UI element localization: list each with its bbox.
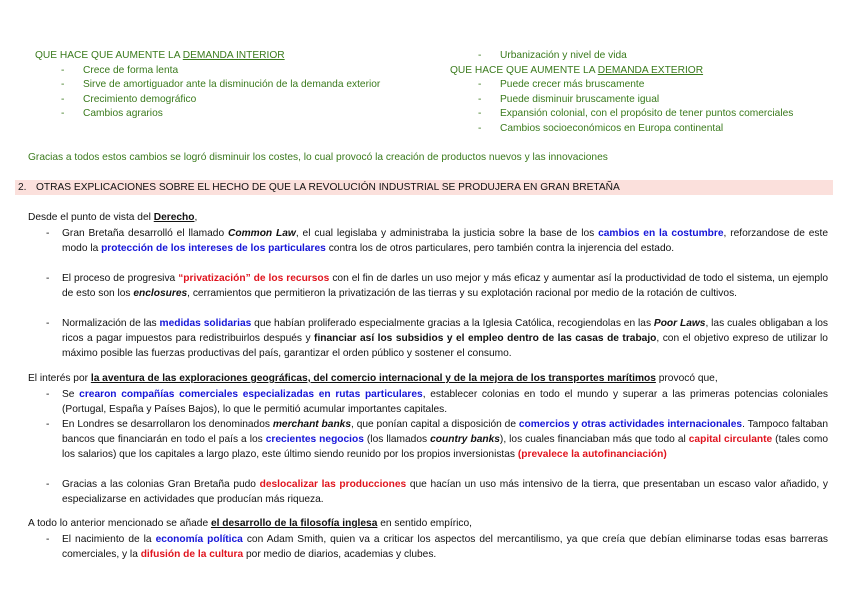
text: (tales como los salarios) que los capitales a largo plazo, este último siendo reunido por los propios inversionistas: [62, 433, 829, 460]
text: Gracias a las colonias Gran Bretaña pudo: [62, 478, 260, 490]
text: con el fin de darles un uso mejor y más eficaz y aumentar así la productividad de todo el sistema, un ejemplo de esto son los: [62, 272, 828, 299]
list-item: - Cambios agrarios: [61, 107, 380, 122]
text: Se: [62, 388, 80, 400]
demanda-exterior-link[interactable]: DEMANDA EXTERIOR: [597, 64, 704, 76]
list-item: - Expansión colonial, con el propósito de tener puntos comerciales: [478, 107, 793, 122]
aventura-list: [28, 387, 828, 507]
intro-key: el desarrollo de la filosofía inglesa: [210, 518, 378, 529]
intro-text: ,: [194, 212, 198, 223]
section-number: 2.: [18, 182, 27, 193]
list-item: [28, 271, 828, 316]
intro-text: Desde el punto de vista del: [28, 212, 154, 223]
list-item: - Puede crecer más bruscamente: [478, 78, 793, 93]
demanda-exterior-heading: [450, 64, 793, 79]
keyword: difusión de la cultura: [140, 548, 244, 560]
keyword: capital circulante: [688, 433, 773, 445]
filosofia-list: [28, 532, 828, 562]
text: que habían proliferado especialmente gracias a la Iglesia Católica, recogiendolas en las: [251, 317, 654, 329]
section-title: OTRAS EXPLICACIONES SOBRE EL HECHO DE QUE LA REVOLUCIÓN INDUSTRIAL SE PRODUJERA EN GRAN BRETAÑA: [36, 182, 620, 193]
text: , el cual legislaba y administraba la justicia sobre la base de los: [295, 227, 599, 239]
aventura-intro: [28, 372, 828, 387]
text: , que ponían capital a disposición de: [351, 418, 519, 430]
text: , establecer colonias en todo el mundo y superar a las primeras potencias coloniales (Portugal, España y Países Bajos), lo que le permitió acumular importantes capitales.: [62, 388, 828, 415]
keyword: merchant banks: [272, 418, 352, 430]
list-item: - Puede disminuir bruscamente igual: [478, 93, 793, 108]
demanda-exterior-list: [450, 49, 793, 137]
demanda-interior-link[interactable]: DEMANDA INTERIOR: [182, 50, 285, 61]
text: , cerramientos que permitieron la privatización de las tierras y su explotación racional por medio de la rotación de cultivos.: [187, 287, 737, 299]
text: contra los de otros particulares, pero también contra la injerencia del estado.: [325, 242, 675, 254]
list-item: - Crece de forma lenta: [61, 64, 380, 79]
keyword: (prevalece la autofinanciación): [517, 448, 667, 460]
text: Gran Bretaña desarrolló el llamado: [62, 227, 228, 239]
keyword: country banks: [430, 433, 500, 445]
text: por medio de diarios, academias y clubes.: [243, 548, 437, 560]
keyword: comercios y otras actividades internacionales: [518, 418, 743, 430]
keyword: economía política: [155, 533, 243, 545]
intro-key: Derecho: [153, 212, 195, 223]
text: , las cuales obligaban a los ricos a pagar impuestos para redistribuirlos después y: [62, 317, 828, 344]
demanda-interior-heading: [35, 49, 380, 64]
filosofia-intro: [28, 517, 828, 532]
list-item: [28, 477, 828, 507]
text: En Londres se desarrollaron los denominados: [62, 418, 273, 430]
list-item: - Cambios socioeconómicos en Europa continental: [478, 122, 793, 137]
keyword: financiar así los subsidios y el empleo dentro de las casas de trabajo: [314, 332, 657, 344]
text: , con el objetivo expreso de utilizar lo máximo posible las fuerzas productivas del país, garantizar el orden público y sostener el consumo.: [62, 332, 828, 359]
text: El proceso de progresiva: [62, 272, 179, 284]
text: con Adam Smith, quien va a criticar los aspectos del mercantilismo, ya que creía que debían eliminarse todas esas barreras comerciales, y la: [62, 533, 828, 560]
keyword: crearon compañías comerciales especializadas en rutas particulares: [79, 388, 423, 400]
heading-text: QUE HACE QUE AUMENTE LA: [450, 64, 598, 76]
list-item: - Crecimiento demográfico: [61, 93, 380, 108]
keyword: protección de los intereses de los particulares: [101, 242, 326, 254]
keyword: deslocalizar las producciones: [259, 478, 407, 490]
text: que hacían un uso más intensivo de la tierra, que presentaban un escaso valor añadido, y especializarse en actividades que producían más riqueza.: [62, 478, 828, 505]
heading-text: QUE HACE QUE AUMENTE LA: [35, 50, 183, 61]
aventura-block: [28, 372, 828, 507]
keyword: crecientes negocios: [265, 433, 364, 445]
text: (los llamados: [363, 433, 431, 445]
keyword: Poor Laws: [653, 317, 706, 329]
text: El nacimiento de la: [62, 533, 156, 545]
keyword: medidas solidarias: [159, 317, 252, 329]
derecho-list: [28, 226, 828, 361]
filosofia-block: [28, 517, 828, 562]
intro-text: en sentido empírico,: [377, 518, 472, 529]
intro-text: El interés por: [28, 373, 91, 384]
text: Normalización de las: [62, 317, 160, 329]
list-item: [28, 532, 828, 562]
summary-text: Gracias a todos estos cambios se logró disminuir los costes, lo cual provocó la creación de productos nuevos y las innovaciones: [28, 152, 608, 163]
keyword: “privatización” de los recursos: [178, 272, 330, 284]
intro-text: A todo lo anterior mencionado se añade: [28, 518, 211, 529]
keyword: cambios en la costumbre: [598, 227, 724, 239]
section-heading: [15, 180, 833, 195]
intro-text: provocó que,: [655, 373, 718, 384]
text: , reforzandose de este modo la: [62, 227, 828, 254]
keyword: Common Law: [228, 227, 296, 239]
list-item: [28, 226, 828, 271]
derecho-block: [28, 211, 828, 361]
derecho-intro: [28, 211, 828, 226]
text: . Tampoco faltaban bancos que financiarán en todo el país a los: [62, 418, 829, 445]
list-item: [28, 387, 828, 417]
demanda-interior-list: [35, 49, 380, 122]
keyword: enclosures: [133, 287, 188, 299]
list-item: [28, 316, 828, 361]
intro-key: la aventura de las exploraciones geográficas, del comercio internacional y de la mejora de los transportes marítimos: [90, 373, 656, 384]
list-item: - Urbanización y nivel de vida: [478, 49, 793, 64]
list-item: [28, 417, 828, 477]
list-item: - Sirve de amortiguador ante la disminución de la demanda exterior: [61, 78, 380, 93]
text: ), los cuales financiaban más que todo al: [499, 433, 689, 445]
